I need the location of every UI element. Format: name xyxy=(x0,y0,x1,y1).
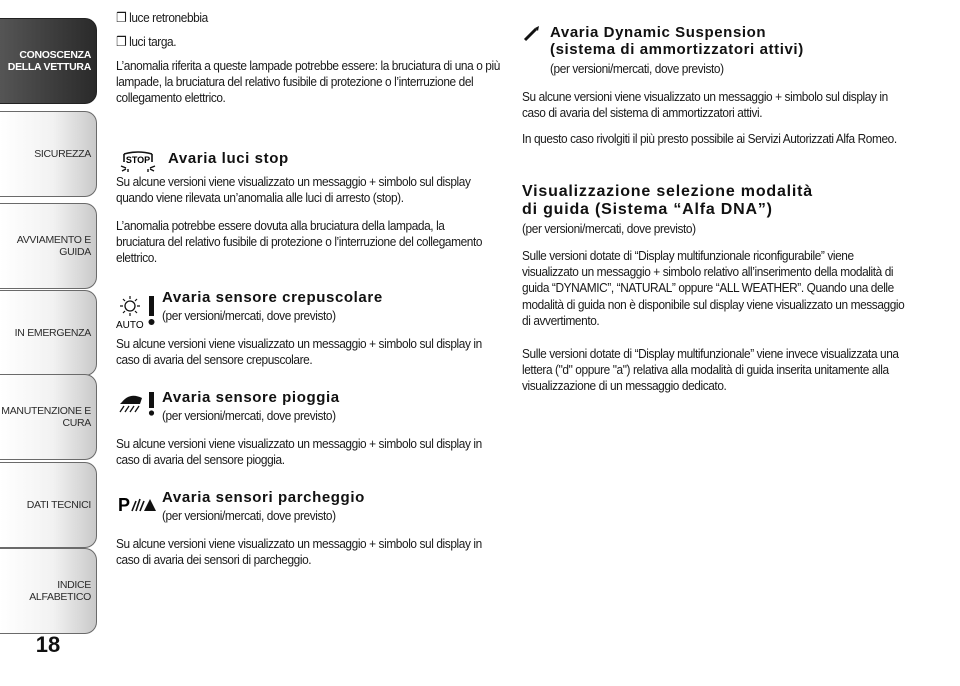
twilight-subtitle: (per versioni/mercati, dove previsto) xyxy=(162,308,336,323)
dna-heading-line1: Visualizzazione selezione modalità xyxy=(522,183,813,200)
parking-subtitle: (per versioni/mercati, dove previsto) xyxy=(162,508,336,523)
twilight-sensor-icon xyxy=(116,292,160,330)
tab-in-emergenza[interactable]: IN EMERGENZA xyxy=(0,290,97,376)
stop-paragraph-2: L’anomalia potrebbe essere dovuta alla bruciatura della lampada, la bruciatura del relativo fusibile di protezione o l’interruzione del collegamento elettrico. xyxy=(116,218,483,266)
dna-paragraph-2: Sulle versioni dotate di “Display multifunzionale” viene invece visualizzata una lettera ("d" oppure "a") relativa alla modalità di guida inserita unitamente alla visualizzazione di un messaggio dedicato. xyxy=(522,346,899,394)
stop-heading: Avaria luci stop xyxy=(168,150,289,167)
bullet-item: ❒ luci targa. xyxy=(116,34,177,49)
tab-sicurezza[interactable]: SICUREZZA xyxy=(0,111,97,197)
suspension-heading-line1: Avaria Dynamic Suspension xyxy=(550,24,767,41)
parking-heading: Avaria sensori parcheggio xyxy=(162,489,365,506)
suspension-subtitle: (per versioni/mercati, dove previsto) xyxy=(550,61,724,76)
suspension-icon xyxy=(522,24,542,44)
intro-paragraph: L’anomalia riferita a queste lampade potrebbe essere: la bruciatura di una o più lampade, la bruciatura del relativo fusibile di protezione o l’interruzione del collegamento elettrico. xyxy=(116,58,500,106)
parking-sensor-icon xyxy=(118,493,158,515)
svg-text:STOP: STOP xyxy=(125,155,151,165)
twilight-heading: Avaria sensore crepuscolare xyxy=(162,289,383,306)
suspension-paragraph-1: Su alcune versioni viene visualizzato un messaggio + simbolo sul display in caso di avaria del sistema di ammortizzatori attivi. xyxy=(522,89,888,121)
tab-conoscenza-della-vettura[interactable]: CONOSCENZA DELLA VETTURA xyxy=(0,18,97,104)
tab-dati-tecnici[interactable]: DATI TECNICI xyxy=(0,462,97,548)
rain-paragraph: Su alcune versioni viene visualizzato un messaggio + simbolo sul display in caso di avaria del sensore pioggia. xyxy=(116,436,482,468)
svg-text:P: P xyxy=(118,495,131,515)
suspension-paragraph-2: In questo caso rivolgiti il più presto possibile ai Servizi Autorizzati Alfa Romeo. xyxy=(522,131,897,146)
stop-lights-icon xyxy=(118,150,158,176)
rain-sensor-icon xyxy=(116,390,160,416)
tab-manutenzione-e-cura[interactable]: MANUTENZIONE E CURA xyxy=(0,374,97,460)
tab-avviamento-e-guida[interactable]: AVVIAMENTO E GUIDA xyxy=(0,203,97,289)
rain-heading: Avaria sensore pioggia xyxy=(162,389,340,406)
dna-paragraph-1: Sulle versioni dotate di “Display multifunzionale riconfigurabile” viene visualizzato un messaggio + simbolo relativo all’inserimento della modalità di guida “DYNAMIC”, “NATURAL” oppure “ALL WEATHER”. Quando una delle modalità di guida non è disponibile sul display viene visualizzato un messaggio di avvertimento. xyxy=(522,248,905,328)
dna-subtitle: (per versioni/mercati, dove previsto) xyxy=(522,221,696,236)
suspension-heading-line2: (sistema di ammortizzatori attivi) xyxy=(550,41,804,58)
parking-paragraph: Su alcune versioni viene visualizzato un messaggio + simbolo sul display in caso di avaria dei sensori di parcheggio. xyxy=(116,536,482,568)
page-number: 18 xyxy=(35,632,61,657)
bullet-item: ❒ luce retronebbia xyxy=(116,10,208,25)
rain-subtitle: (per versioni/mercati, dove previsto) xyxy=(162,408,336,423)
dna-heading-line2: di guida (Sistema “Alfa DNA”) xyxy=(522,201,773,218)
twilight-paragraph: Su alcune versioni viene visualizzato un messaggio + simbolo sul display in caso di avaria del sensore crepuscolare. xyxy=(116,336,482,368)
tab-indice-alfabetico[interactable]: INDICE ALFABETICO xyxy=(0,548,97,634)
svg-text:AUTO: AUTO xyxy=(116,320,144,330)
stop-paragraph-1: Su alcune versioni viene visualizzato un messaggio + simbolo sul display quando viene rilevata un’anomalia alle luci di arresto (stop). xyxy=(116,174,471,206)
chapter-sidebar xyxy=(0,0,100,640)
